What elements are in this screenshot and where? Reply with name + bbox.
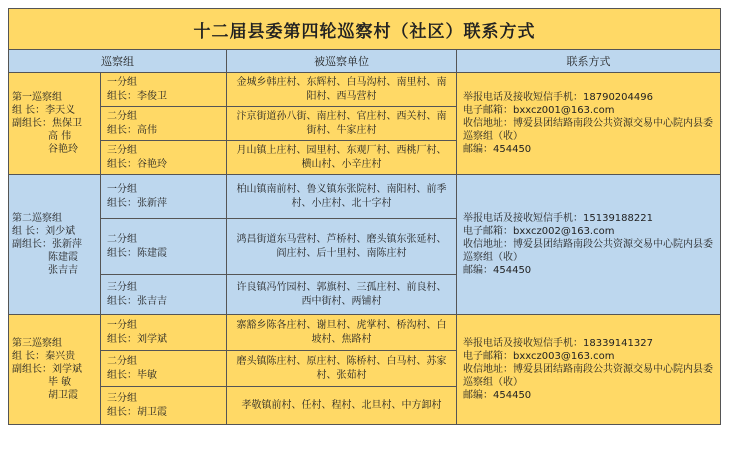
group-3-deputy-2: 毕 敏 — [48, 377, 72, 388]
group-2-sub-3 — [101, 275, 227, 315]
group-1-deputy-3: 谷艳玲 — [48, 144, 78, 155]
group-1-deputy: 副组长：焦保卫 — [12, 118, 82, 129]
group-1-sub-2 — [101, 107, 227, 141]
contact-zip: 邮编：454450 — [463, 144, 532, 155]
contact-sheet — [8, 8, 720, 460]
group-1-sub-1-units: 金城乡韩庄村、东辉村、白马沟村、南里村、南阳村、西马营村 — [227, 73, 457, 107]
sub-name: 一分组 — [107, 76, 137, 88]
group-3-sub-2-units: 磨头镇陈庄村、原庄村、陈桥村、白马村、苏家村、张茹村 — [227, 351, 457, 387]
contact-table — [8, 8, 721, 425]
sub-name: 二分组 — [107, 233, 137, 245]
group-3-deputy-3: 胡卫霞 — [48, 390, 78, 401]
group-2-deputy-3: 张吉吉 — [48, 265, 78, 276]
sub-leader: 组长：李俊卫 — [107, 90, 167, 102]
contact-email[interactable]: 电子邮箱：bxxcz001@163.com — [463, 105, 615, 116]
group-1-leader: 组 长：李天义 — [12, 105, 76, 116]
sub-leader: 组长：张新萍 — [107, 197, 167, 209]
group-1-name: 第一巡察组 — [12, 92, 62, 103]
sub-name: 二分组 — [107, 355, 137, 367]
sub-leader: 组长：陈建霞 — [107, 247, 167, 259]
group-3-name: 第三巡察组 — [12, 338, 62, 349]
group-3-sub-3-units: 孝敬镇前村、任村、程村、北旦村、中方卸村 — [227, 387, 457, 425]
group-3-contact — [457, 315, 721, 425]
sub-name: 三分组 — [107, 281, 137, 293]
sub-name: 三分组 — [107, 392, 137, 404]
group-1-sub-2-units: 汴京街道孙八街、南庄村、官庄村、西关村、南街村、牛家庄村 — [227, 107, 457, 141]
group-2-name: 第二巡察组 — [12, 213, 62, 224]
group-1-sub-3 — [101, 141, 227, 175]
group-3-info — [9, 315, 101, 425]
contact-zip: 邮编：454450 — [463, 390, 532, 401]
group-1-deputy-2: 高 伟 — [48, 131, 72, 142]
contact-phone: 举报电话及接收短信手机：18790204496 — [463, 92, 653, 103]
sub-name: 一分组 — [107, 183, 137, 195]
contact-address: 收信地址：博爱县团结路南段公共资源交易中心院内县委巡察组（收） — [463, 118, 713, 142]
contact-address: 收信地址：博爱县团结路南段公共资源交易中心院内县委巡察组（收） — [463, 239, 713, 263]
contact-zip: 邮编：454450 — [463, 265, 532, 276]
group-3-sub-3 — [101, 387, 227, 425]
header-contact: 联系方式 — [457, 50, 721, 73]
group-2-sub-1-units: 柏山镇南前村、鲁义镇东张院村、南阳村、前季村、小庄村、北十字村 — [227, 175, 457, 219]
sub-leader: 组长：高伟 — [107, 124, 157, 136]
sub-leader: 组长：张吉吉 — [107, 295, 167, 307]
header-group: 巡察组 — [9, 50, 227, 73]
group-3-sub-2 — [101, 351, 227, 387]
contact-phone: 举报电话及接收短信手机：15139188221 — [463, 213, 653, 224]
contact-phone: 举报电话及接收短信手机：18339141327 — [463, 338, 653, 349]
header-unit: 被巡察单位 — [227, 50, 457, 73]
group-3-sub-1-units: 寨豁乡陈各庄村、谢旦村、虎掌村、桥沟村、白坡村、焦路村 — [227, 315, 457, 351]
contact-address: 收信地址：博爱县团结路南段公共资源交易中心院内县委巡察组（收） — [463, 364, 713, 388]
sub-leader: 组长：刘学斌 — [107, 333, 167, 345]
group-3-sub-1 — [101, 315, 227, 351]
group-1-contact — [457, 73, 721, 175]
group-1-sub-3-units: 月山镇上庄村、园里村、东观厂村、西桃厂村、横山村、小辛庄村 — [227, 141, 457, 175]
sub-leader: 组长：毕敏 — [107, 369, 157, 381]
group-2-leader: 组 长：刘少斌 — [12, 226, 76, 237]
sub-name: 三分组 — [107, 144, 137, 156]
group-3-deputy: 副组长：刘学斌 — [12, 364, 82, 375]
sub-name: 一分组 — [107, 319, 137, 331]
group-1-info — [9, 73, 101, 175]
group-2-deputy: 副组长：张新萍 — [12, 239, 82, 250]
group-2-contact — [457, 175, 721, 315]
group-1-sub-1 — [101, 73, 227, 107]
group-2-sub-2-units: 鸿昌街道东马营村、芦桥村、磨头镇东张延村、阎庄村、后十里村、南陈庄村 — [227, 219, 457, 275]
table-title: 十二届县委第四轮巡察村（社区）联系方式 — [9, 9, 721, 50]
sub-leader: 组长：谷艳玲 — [107, 158, 167, 170]
group-3-leader: 组 长：秦兴贵 — [12, 351, 76, 362]
group-2-deputy-2: 陈建霞 — [48, 252, 78, 263]
group-2-info — [9, 175, 101, 315]
contact-email[interactable]: 电子邮箱：bxxcz002@163.com — [463, 226, 615, 237]
group-2-sub-2 — [101, 219, 227, 275]
group-2-sub-1 — [101, 175, 227, 219]
group-2-sub-3-units: 许良镇冯竹园村、郭旗村、三孤庄村、前良村、西中街村、两铺村 — [227, 275, 457, 315]
sub-leader: 组长：胡卫霞 — [107, 406, 167, 418]
sub-name: 二分组 — [107, 110, 137, 122]
contact-email[interactable]: 电子邮箱：bxxcz003@163.com — [463, 351, 615, 362]
